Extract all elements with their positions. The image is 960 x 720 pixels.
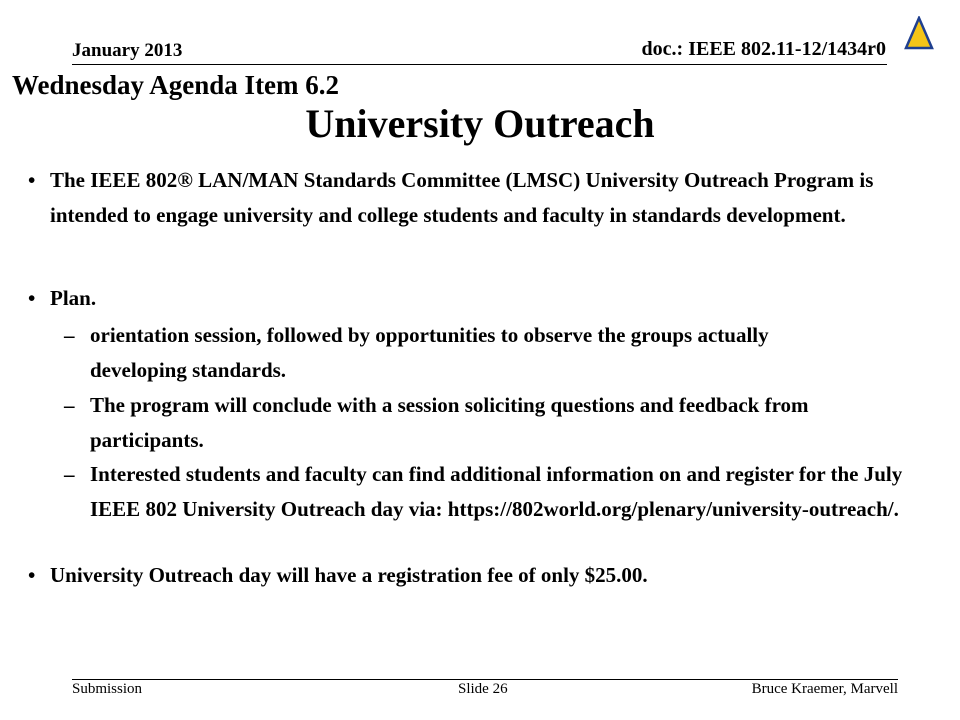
- sub-bullet-marker: –: [64, 323, 75, 347]
- header-date: January 2013: [72, 40, 183, 61]
- footer-slide-number: Slide 26: [458, 681, 508, 697]
- agenda-item-label: Wednesday Agenda Item 6.2: [12, 70, 340, 100]
- sub-bullet-marker: –: [64, 462, 75, 486]
- sub-bullet-marker: –: [64, 393, 75, 417]
- footer-author: Bruce Kraemer, Marvell: [751, 681, 898, 697]
- warning-triangle-icon: [904, 16, 934, 50]
- bullet-text: Plan.: [50, 286, 97, 310]
- slide-title: University Outreach: [305, 101, 655, 146]
- bullet-marker: •: [28, 286, 36, 310]
- header-divider: [72, 64, 887, 65]
- header-doc-id: doc.: IEEE 802.11-12/1434r0: [641, 38, 886, 60]
- bullet-text: University Outreach day will have a registration fee of only $25.00.: [50, 563, 648, 587]
- sub-bullet-text: The program will conclude with a session soliciting questions and feedback from participants.: [90, 393, 809, 452]
- footer-divider: [72, 679, 898, 680]
- sub-bullet-text: Interested students and faculty can find additional information on and register for the July IEEE 802 University Outreach day via: https://802world.org/plenary/university-outreach/.: [90, 462, 903, 521]
- footer-submission: Submission: [72, 681, 143, 697]
- bullet-text: The IEEE 802® LAN/MAN Standards Committee (LMSC) University Outreach Program is intended to engage university and college students and faculty in standards development.: [50, 168, 874, 227]
- bullet-marker: •: [28, 563, 36, 587]
- sub-bullet-text: orientation session, followed by opportunities to observe the groups actually developing standards.: [90, 323, 769, 382]
- bullet-marker: •: [28, 168, 36, 192]
